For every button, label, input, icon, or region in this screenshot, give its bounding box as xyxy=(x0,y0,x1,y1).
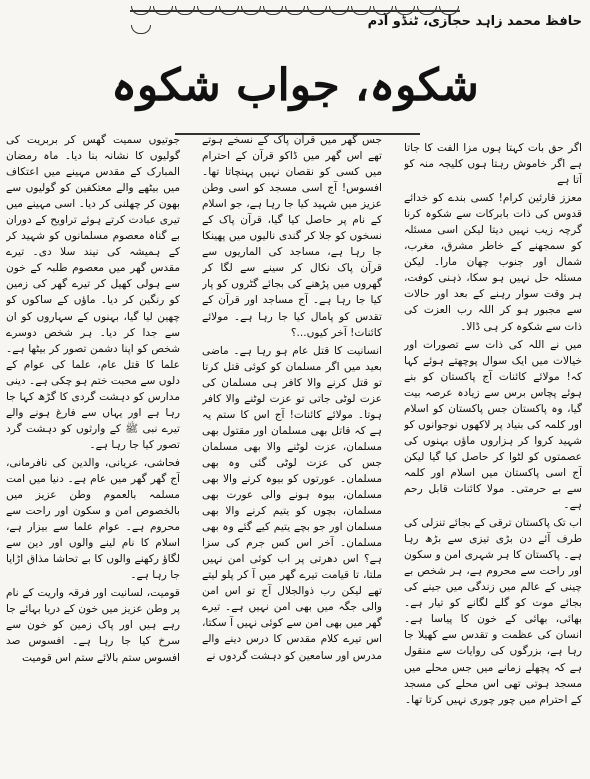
article-headline: شکوہ، جواب شکوہ xyxy=(111,60,479,111)
paragraph: میں نے اللہ کی ذات سے تصورات اور خیالات میں ایک سوال پوچھتے ہوئے کہا کہ! مولائے کائنات آج پاکستان کو بنے ہوئے پچاس برس سے زیادہ عرصہ بیت گیا، وہ پاکستان جس پاکستان کو اسلام اور کلمہ کی بنیاد پر لاکھوں نوجوانوں کو شہید کروا کر ہزاروں ماؤں بہنوں کی عصمتوں کو لٹوا کر حاصل کیا گیا لیکن آج اسی پاکستان میں اسلام اور کلمہ سے بے حرمتی۔ مولا کائنات قابل رحم ہے۔ xyxy=(404,338,582,512)
text-column-1 xyxy=(404,132,582,779)
paragraph: فحاشی، عریانی، والدین کی نافرمانی، آج گھر گھر میں عام ہے۔ دنیا میں امت مسلمہ بالعموم وطن عزیز میں بالخصوص امن و سکون اور راحت سے محروم ہے۔ عوام علما سے بیزار ہے، اسلام کا نام لینے والوں اور دین سے لگاؤ رکھنے والوں کا بے تحاشا مذاق اڑایا جا رہا ہے۔ xyxy=(6,456,180,582)
text-column-3 xyxy=(6,132,180,779)
paragraph: جس گھر میں قرآن پاک کے نسخے ہوتے تھے اس گھر میں ڈاکو قرآن کے احترام میں کسی کو نقصان نہیں پہنچاتا تھا۔ افسوس! آج اسی مسجد کو اسی وطن عزیز میں شہید کیا جا رہا ہے، جو اسلام کے نام پر حاصل کیا گیا، قرآن پاک کے نسخوں کو جلا کر گندی نالیوں میں پھینکا جا رہا ہے، مساجد کی الماریوں سے قرآن پاک نکال کر سینے سے لگا کر گھروں میں پڑھنے کی بجائے گٹروں کو پار کیا جا رہا ہے۔ آج مساجد اور قرآن کے تقدس کو پامال کیا جا رہا ہے۔ مولائے کائنات! آخر کیوں...؟ xyxy=(202,134,382,339)
paragraph: قومیت، لسانیت اور فرقہ واریت کے نام پر وطن عزیز میں خون کے دریا بہائے جا رہے ہیں اور پاک زمین کو خون سے سرخ کیا جا رہا ہے۔ افسوس صد افسوس ستم بالائے ستم اس قومیت xyxy=(6,587,180,664)
opening-verse: اگر حق بات کہتا ہوں مزا الفت کا جاتا ہے اگر خاموش رہتا ہوں کلیجہ منہ کو آتا ہے xyxy=(404,142,582,187)
paragraph: انسانیت کا قتل عام ہو رہا ہے۔ ماضی بعید میں اگر مسلمان کو کوئی قتل کرتا تو قتل کرنے والا کافر ہی مسلمان کی عزت لوٹی جاتی تو عزت لوٹنے والا کافر ہوتا۔ مولائے کائنات! آج اس کا ستم یہ ہے کہ قاتل بھی مسلمان اور مقتول بھی مسلمان، عزت لوٹنے والا بھی مسلمان جس کی عزت لوٹی گئی وہ بھی مسلمان۔ عورتوں کو بیوہ کرنے والا بھی مسلمان، بیوہ ہونے والی عورت بھی مسلمان، بچوں کو یتیم کرنے والا بھی مسلمان اور جو بچے یتیم کیے گئے وہ بھی مسلمان۔ آخر اس کس جرم کی سزا ہے؟ اس دھرتی پر اب کوئی امن نہیں ملتا، تا قیامت تیرے گھر میں آ کر پلو لیتے تھے لیکن رب ذوالجلال آج تو اس امن والی جگہ میں بھی امن نہیں ہے۔ تیرے گھر میں بھی امن سے کوئی نہیں آ سکتا، اس تیرے کلام مقدس کا درس دینے والے مدرس اور سامعین کو دہشت گردوں نے xyxy=(202,344,382,662)
author-byline: حافظ محمد زاہد حجازی، ٹنڈو آدم xyxy=(367,14,582,29)
paragraph: معزز قارئین کرام! کسی بندے کو خدائے قدوس کی ذات بابرکات سے شکوہ کرنا گرچہ زیب نہیں دیتا لیکن اسی مسئلہ کو سمجھنے کے خاطر مشرق، مغرب، شمال اور جنوب چھان مارا۔ لیکن مسئلہ حل نہیں ہو سکا، ذہنی کوفت، ہر وقت سوار رہنے کے بعد اور حالات سے مجبور ہو کر اللہ رب العزت کی ذات سے شکوہ کر ہی ڈالا۔ xyxy=(404,192,582,333)
text-column-2 xyxy=(202,132,382,779)
paragraph: جوتیوں سمیت گھس کر بربریت کی گولیوں کا نشانہ بنا دیا۔ ماہ رمضان المبارک کے مقدس مہینے میں اعتکاف میں بیٹھے والے معتکفین کو گولیوں سے بھون کر چھلنی کر دیا۔ اسی مہینے میں تیری عبادت کرتے ہوئے تراویح کے دوران بے گناہ معصوم مسلمانوں کو شہید کر کے ہمیشہ کی نیند سلا دی۔ تیرے مقدس گھر میں معصوم طلبہ کے خون سے ہولی کھیل کر تیرے گھر کی زمین کو رنگین کر دیا۔ ماؤں کے ساکوں کو چھین لیا گیا، بہنوں کے سہاروں کو ان سے جدا کر دیا۔ ہر شخص دوسرے شخص کو اپنا دشمن تصور کر بیٹھا ہے۔ علما کا قتل عام، علما کی عوام کے دلوں سے محبت ختم ہو چکی ہے۔ دینی مدارس کو دہشت گردی کا گڑھ کہا جا رہا ہے اور یہاں سے فارغ ہونے والے تیرے نبی ﷺ کے وارثوں کو دہشت گرد تصور کیا جا رہا ہے۔ xyxy=(6,134,180,451)
top-ornament xyxy=(130,0,460,12)
paragraph: اب تک پاکستان ترقی کے بجائے تنزلی کی طرف آئے دن بڑی تیزی سے بڑھ رہا ہے۔ پاکستان کا ہر شہری امن و سکون اور راحت سے محروم ہے، ہر شخص بے چینی کے عالم میں زندگی میں جینے کی بجائے موت کو گلے لگانے کو تیار ہے۔ بھائی، بھائی کے خون کا پیاسا ہے۔ انسان کی عظمت و تقدس سے کھیلا جا رہا ہے، بزرگوں کی روایات سے منقول ہے کہ پچھلے زمانے میں جس محلے میں مسجد ہوتی تھی اس محلے کی مسجد کے احترام میں چور چوری نہیں کرتا تھا۔ xyxy=(404,517,582,706)
